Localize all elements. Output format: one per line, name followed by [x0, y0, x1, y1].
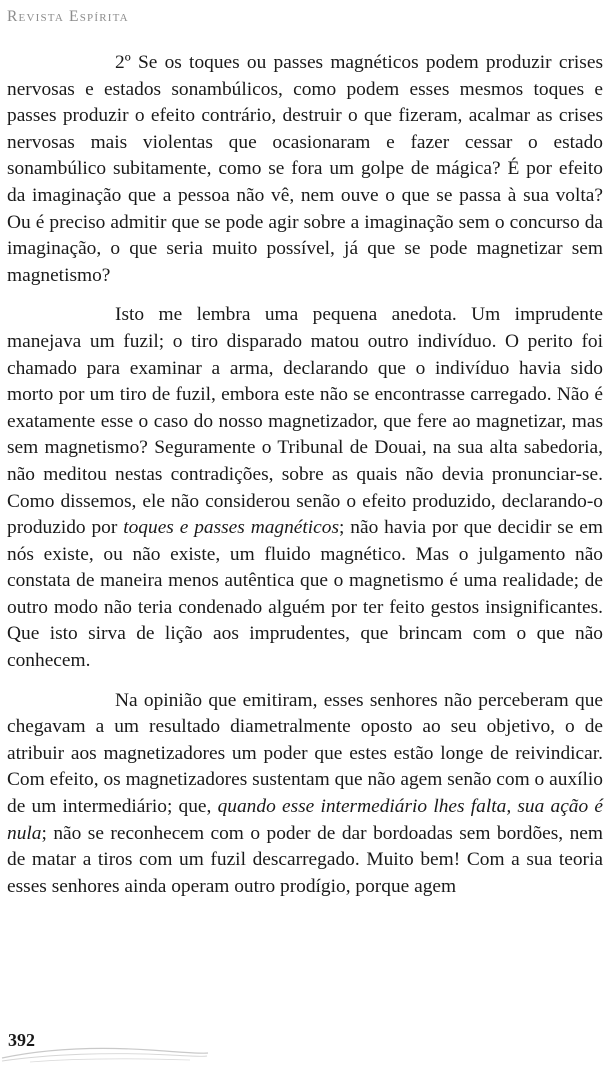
paragraph — [7, 302, 603, 674]
text-segment: ; não havia por que decidir se em nós existe, ou não existe, um fluido magnético. Mas o julgamento não constata de maneira menos autêntica que o magnetismo é uma realidade; de outro modo não teria condenado alguém por ter feito gestos insignificantes. Que isto sirva de lição aos imprudentes, que brincam com o que não conhecem. — [7, 517, 603, 672]
text-segment: Isto me lembra uma pequena anedota. Um imprudente manejava um fuzil; o tiro disparado matou outro indivíduo. O perito foi chamado para examinar a arma, declarando que o indivíduo havia sido morto por um tiro de fuzil, embora este não se encontrasse carregado. Não é exatamente esse o caso do nosso magnetizador, que fere ao magnetizar, mas sem magnetismo? Seguramente o Tribunal de Douai, na sua alta sabedoria, não meditou nestas contradições, sobre as quais não devia pronunciar-se. Como dissemos, ele não considerou senão o efeito produzido, declarando-o produzido por — [7, 304, 603, 539]
paragraph — [7, 688, 603, 901]
page-number: 392 — [8, 1030, 35, 1050]
text-segment: 2º Se os toques ou passes magnéticos podem produzir crises nervosas e estados sonambúlicos, como podem esses mesmos toques e passes produzir o efeito contrário, destruir o que fizeram, acalmar as crises nervosas mais violentas que ocasionaram e fazer cessar o estado sonambúlico subitamente, como se fora um golpe de mágica? É por efeito da imaginação que a pessoa não vê, nem ouve o que se passa à sua volta? Ou é preciso admitir que se pode agir sobre a imaginação sem o concurso da imaginação, o que seria muito possível, já que se pode magnetizar sem magnetismo? — [7, 52, 603, 286]
italic-segment: toques e passes magnéticos — [123, 517, 340, 539]
italic-segment: quando esse intermediário lhes falta, sua ação é nula — [7, 796, 604, 844]
paragraph — [7, 50, 603, 289]
running-head: Revista Espírita — [7, 8, 129, 25]
text-segment: Na opinião que emitiram, esses senhores não perceberam que chegavam a um resultado diametralmente oposto ao seu objetivo, o de atribuir aos magnetizadores um poder que estes estão longe de reivindicar. Com efeito, os magnetizadores sustentam que não agem senão com o auxílio de um intermediário; que, — [7, 689, 603, 818]
body-text — [7, 50, 603, 900]
text-segment: ; não se reconhecem com o poder de dar bordoadas sem bordões, nem de matar a tiros com um fuzil descarregado. Muito bem! Com a sua teoria esses senhores ainda operam outro prodígio, porque agem — [7, 822, 603, 897]
